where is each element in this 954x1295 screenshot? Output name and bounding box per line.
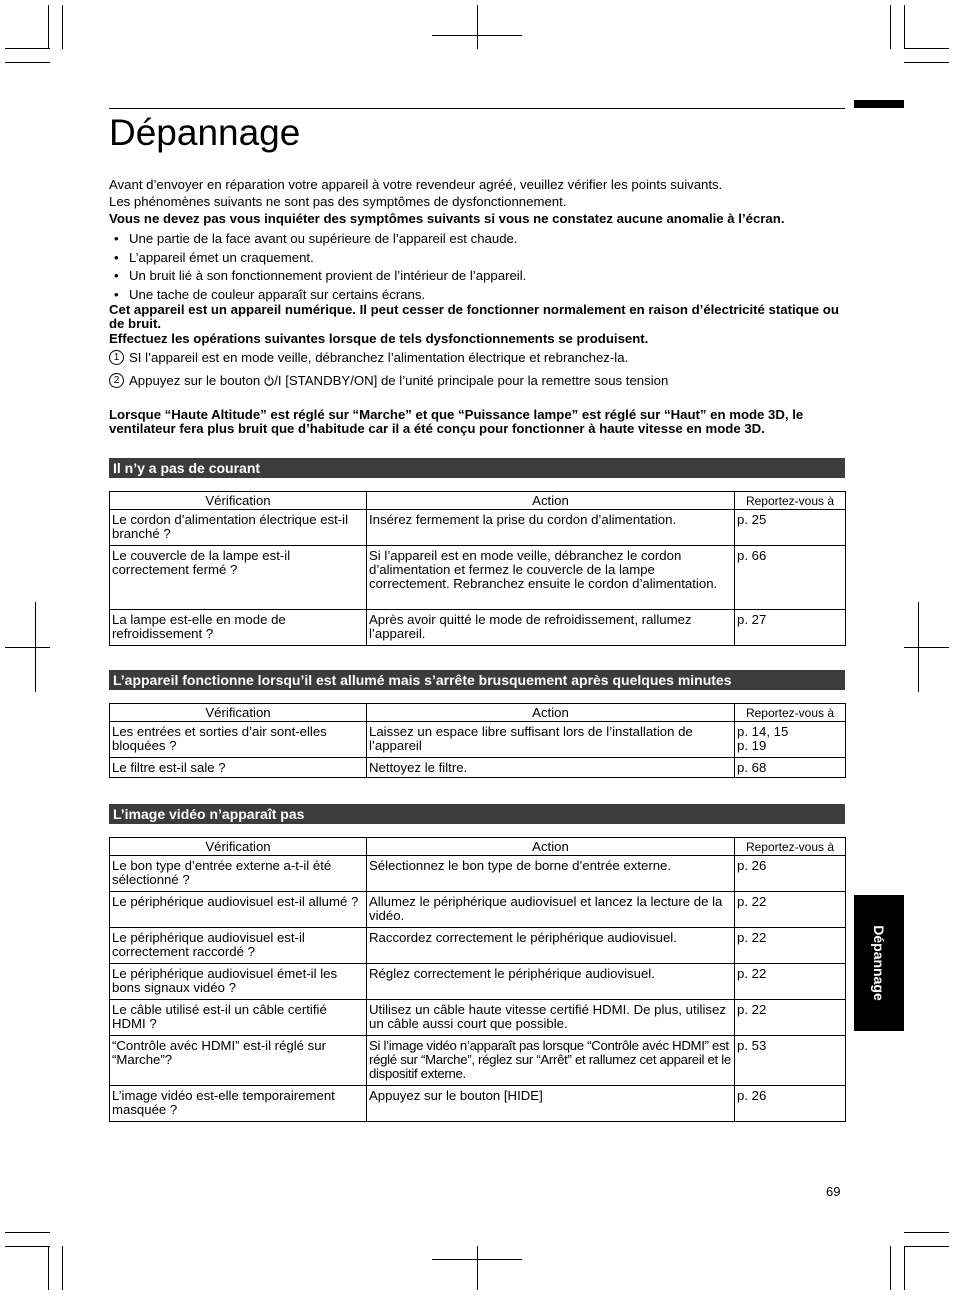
action-cell: Insérez fermement la prise du cordon d’alimentation.	[367, 510, 735, 546]
action-cell: Allumez le périphérique audiovisuel et lancez la lecture de la vidéo.	[367, 892, 735, 928]
table-row	[110, 1036, 846, 1086]
section-heading: L’image vidéo n’apparaît pas	[109, 804, 845, 824]
table-row	[110, 1086, 846, 1122]
crop-mark	[890, 1246, 891, 1290]
check-cell: Le couvercle de la lampe est-il correctement fermé ?	[110, 546, 367, 610]
table-row	[110, 856, 846, 892]
check-cell: Le cordon d’alimentation électrique est-il branché ?	[110, 510, 367, 546]
ref-cell: p. 26	[735, 856, 846, 892]
column-header: Vérification	[110, 838, 367, 856]
column-header: Vérification	[110, 492, 367, 510]
check-cell: La lampe est-elle en mode de refroidissement ?	[110, 610, 367, 646]
column-header: Reportez-vous à	[735, 704, 846, 722]
section-heading: Il n’y a pas de courant	[109, 458, 845, 478]
bullet-icon: •	[114, 249, 119, 265]
action-cell: Sélectionnez le bon type de borne d’entrée externe.	[367, 856, 735, 892]
ref-cell: p. 26	[735, 1086, 846, 1122]
crop-mark	[904, 48, 949, 49]
crop-mark	[904, 1232, 949, 1233]
bullet-icon: •	[114, 286, 119, 302]
action-cell: Si l’image vidéo n’apparaît pas lorsque “Contrôle avéc HDMI” est réglé sur “Marche”, réglez sur “Arrêt” et rallumez cet appareil et le dispositif externe.	[367, 1036, 735, 1086]
check-cell: Le périphérique audiovisuel est-il correctement raccordé ?	[110, 928, 367, 964]
table-row	[110, 928, 846, 964]
bullet-item: • Une tache de couleur apparaît sur certains écrans.	[114, 286, 426, 302]
crop-mark	[5, 647, 50, 648]
crop-mark	[48, 5, 49, 49]
crop-mark	[904, 5, 905, 49]
table-row	[110, 722, 846, 758]
bullet-item: • Une partie de la face avant ou supérieure de l’appareil est chaude.	[114, 231, 518, 246]
page-number: 69	[826, 1184, 841, 1199]
crop-mark	[62, 5, 63, 49]
table-header-row	[110, 492, 846, 510]
check-cell: Le filtre est-il sale ?	[110, 758, 367, 778]
header-bar	[854, 100, 904, 108]
intro-notice: Effectuez les opérations suivantes lorsque de tels dysfonctionnements se produisent.	[109, 330, 649, 346]
check-cell: Les entrées et sorties d’air sont-elles bloquées ?	[110, 722, 367, 758]
troubleshooting-table	[109, 837, 846, 1122]
table-row	[110, 610, 846, 646]
step-item: 2 Appuyez sur le bouton /I [STANDBY/ON] de l’unité principale pour la remettre sous tension	[109, 369, 849, 392]
check-cell: Le périphérique audiovisuel est-il allumé ?	[110, 892, 367, 928]
check-cell: L’image vidéo est-elle temporairement masquée ?	[110, 1086, 367, 1122]
ref-cell: p. 14, 15 p. 19	[735, 722, 846, 758]
page-title: Dépannage	[109, 112, 301, 153]
table-row	[110, 510, 846, 546]
ref-cell: p. 22	[735, 928, 846, 964]
power-icon	[264, 375, 274, 386]
table-header-row	[110, 704, 846, 722]
intro-text: Les phénomènes suivants ne sont pas des symptômes de dysfonctionnement.	[109, 194, 567, 209]
ref-cell: p. 27	[735, 610, 846, 646]
crop-mark	[890, 5, 891, 49]
side-tab	[854, 895, 904, 1031]
crop-mark	[904, 1246, 949, 1247]
crop-mark	[5, 48, 50, 49]
check-cell: Le câble utilisé est-il un câble certifié HDMI ?	[110, 1000, 367, 1036]
ref-cell: p. 22	[735, 892, 846, 928]
crop-mark	[35, 602, 36, 692]
crop-mark	[904, 647, 949, 648]
check-cell: “Contrôle avéc HDMI” est-il réglé sur “Marche”?	[110, 1036, 367, 1086]
side-tab-label: Dépannage	[871, 925, 887, 1001]
ref-cell: p. 25	[735, 510, 846, 546]
action-cell: Si l’appareil est en mode veille, débranchez le cordon d’alimentation et fermez le couvercle de la lampe correctement. Rebranchez ensuite le cordon d’alimentation.	[367, 546, 735, 610]
ref-cell: p. 68	[735, 758, 846, 778]
intro-block	[109, 176, 849, 436]
column-header: Vérification	[110, 704, 367, 722]
step-number-icon: 1	[109, 350, 124, 365]
action-cell: Utilisez un câble haute vitesse certifié HDMI. De plus, utilisez un câble aussi court que possible.	[367, 1000, 735, 1036]
table-header-row	[110, 838, 846, 856]
bullet-icon: •	[114, 231, 119, 246]
intro-notice: Cet appareil est un appareil numérique. Il peut cesser de fonctionner normalement en raison d’électricité statique ou de bruit.	[109, 301, 839, 331]
crop-mark	[5, 1232, 50, 1233]
bullet-icon: •	[114, 268, 119, 283]
crop-mark	[5, 1246, 50, 1247]
column-header: Action	[367, 838, 735, 856]
ref-cell: p. 66	[735, 546, 846, 610]
crop-mark	[918, 602, 919, 692]
crop-mark	[62, 1246, 63, 1290]
column-header: Action	[367, 704, 735, 722]
crop-mark	[477, 5, 478, 49]
table-row	[110, 964, 846, 1000]
step-item: 1 SI l’appareil est en mode veille, débranchez l’alimentation électrique et rebranchez-la.	[109, 346, 849, 369]
action-cell: Laissez un espace libre suffisant lors de l’installation de l’appareil	[367, 722, 735, 758]
crop-mark	[48, 1246, 49, 1290]
step-number-icon: 2	[109, 373, 124, 388]
bullet-item: • Un bruit lié à son fonctionnement provient de l’intérieur de l’appareil.	[114, 268, 527, 283]
troubleshooting-table	[109, 703, 846, 778]
action-cell: Appuyez sur le bouton [HIDE]	[367, 1086, 735, 1122]
table-row	[110, 892, 846, 928]
intro-altitude-note: Lorsque “Haute Altitude” est réglé sur “Marche” et que “Puissance lampe” est réglé sur “Haut” en mode 3D, le ventilateur fera plus bruit que d’habitude car il a été conçu pour fonctionner à haute vitesse en mode 3D.	[109, 406, 804, 436]
intro-text: Avant d’envoyer en réparation votre appareil à votre revendeur agréé, veuillez vérifier les points suivants.	[109, 177, 723, 192]
table-row	[110, 758, 846, 778]
action-cell: Raccordez correctement le périphérique audiovisuel.	[367, 928, 735, 964]
table-row	[110, 1000, 846, 1036]
column-header: Reportez-vous à	[735, 492, 846, 510]
column-header: Reportez-vous à	[735, 838, 846, 856]
crop-mark	[904, 1246, 905, 1290]
action-cell: Nettoyez le filtre.	[367, 758, 735, 778]
troubleshooting-table	[109, 491, 846, 646]
ref-cell: p. 22	[735, 1000, 846, 1036]
table-row	[110, 546, 846, 610]
action-cell: Après avoir quitté le mode de refroidissement, rallumez l’appareil.	[367, 610, 735, 646]
check-cell: Le bon type d’entrée externe a-t-il été sélectionné ?	[110, 856, 367, 892]
check-cell: Le périphérique audiovisuel émet-il les bons signaux vidéo ?	[110, 964, 367, 1000]
ref-cell: p. 22	[735, 964, 846, 1000]
bullet-item: • L’appareil émet un craquement.	[114, 249, 314, 265]
section-heading: L’appareil fonctionne lorsqu’il est allumé mais s’arrête brusquement après quelques minutes	[109, 670, 845, 690]
header-rule	[109, 108, 845, 109]
crop-mark	[904, 62, 949, 63]
ref-cell: p. 53	[735, 1036, 846, 1086]
action-cell: Réglez correctement le périphérique audiovisuel.	[367, 964, 735, 1000]
crop-mark	[477, 1246, 478, 1290]
column-header: Action	[367, 492, 735, 510]
intro-warning: Vous ne devez pas vous inquiéter des symptômes suivants si vous ne constatez aucune anomalie à l’écran.	[109, 211, 785, 226]
crop-mark	[5, 62, 50, 63]
